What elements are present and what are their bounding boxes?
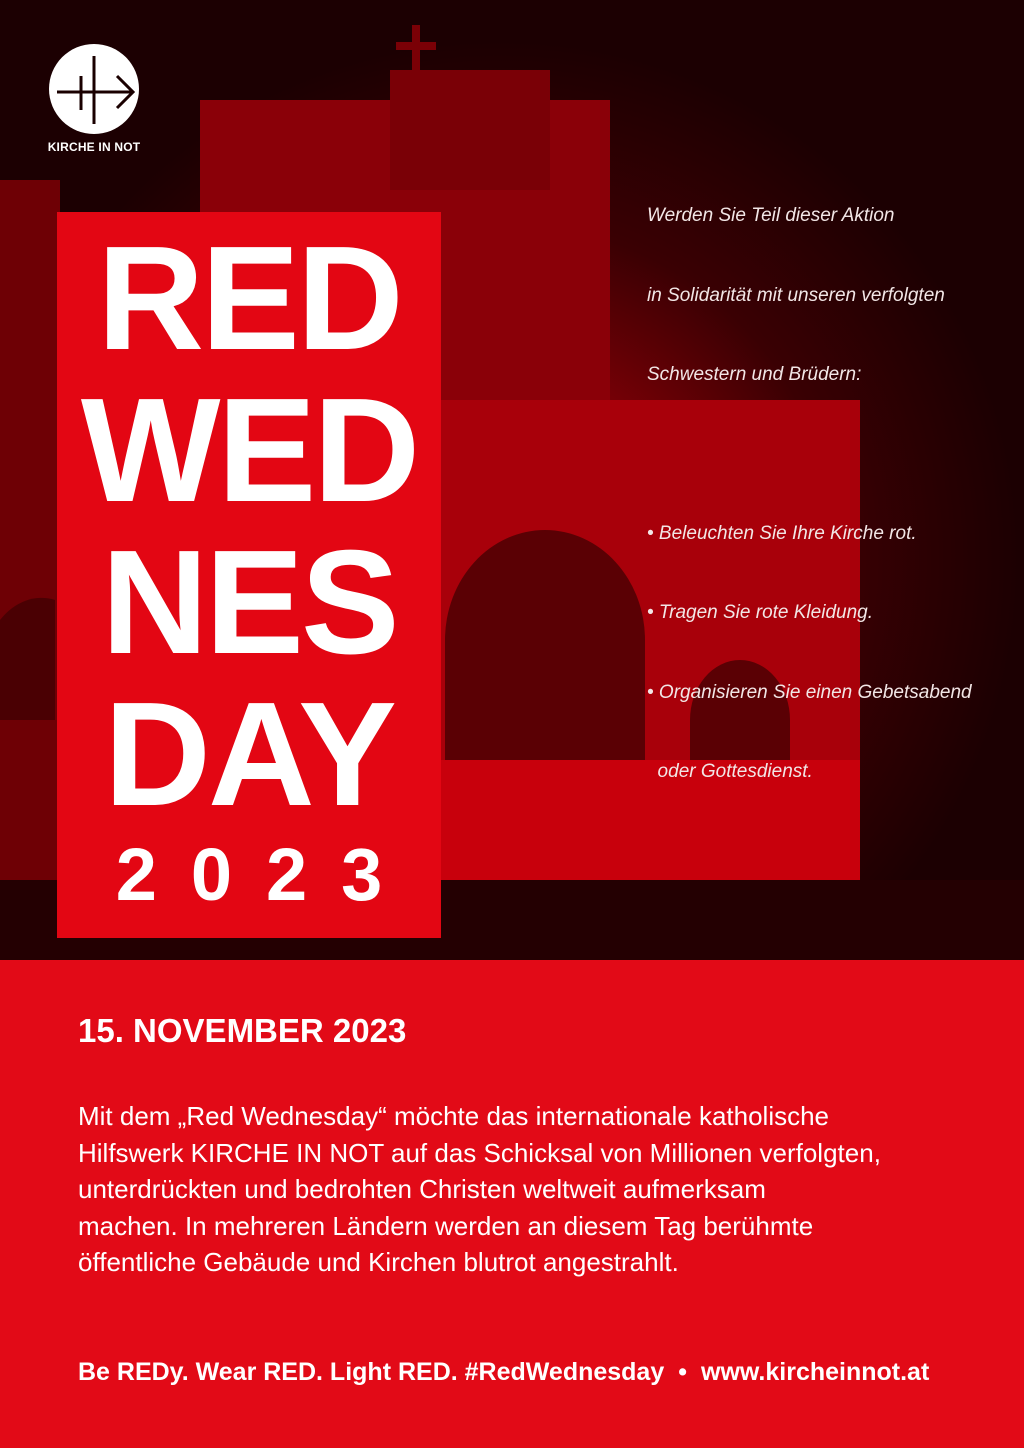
footer xyxy=(78,1358,929,1387)
action-item: oder Gottesdienst. xyxy=(647,761,813,782)
action-item: • Organisieren Sie einen Gebetsabend xyxy=(647,681,972,703)
description-line: Mit dem „Red Wednesday“ möchte das internationale katholische xyxy=(78,1101,830,1131)
info-section xyxy=(0,960,1024,1448)
website-link[interactable]: www.kircheinnot.at xyxy=(701,1358,930,1386)
title-line: RED xyxy=(97,216,401,381)
description-line: Hilfswerk KIRCHE IN NOT auf das Schicksal von Millionen verfolgten, xyxy=(78,1137,881,1168)
title-box xyxy=(57,212,441,938)
intro-line: Schwestern und Brüdern: xyxy=(647,364,862,385)
action-item: • Tragen Sie rote Kleidung. xyxy=(647,602,873,623)
action-list xyxy=(647,468,972,839)
action-item: • Beleuchten Sie Ihre Kirche rot. xyxy=(647,522,917,544)
intro-line: Werden Sie Teil dieser Aktion xyxy=(647,205,895,226)
cross-arrow-icon xyxy=(49,44,139,134)
description xyxy=(78,1098,978,1281)
event-date: 15. NOVEMBER 2023 xyxy=(78,1012,407,1049)
kirche-in-not-logo xyxy=(47,44,141,154)
description-line: machen. In mehreren Ländern werden an diesem Tag berühmte xyxy=(78,1210,814,1241)
title-line: NES xyxy=(101,520,397,685)
call-to-action xyxy=(647,150,972,865)
separator: • xyxy=(678,1358,688,1386)
title-line: DAY xyxy=(104,672,394,837)
description-line: unterdrückten und bedrohten Christen weltweit aufmerksam xyxy=(78,1174,766,1204)
description-line: öffentliche Gebäude und Kirchen blutrot angestrahlt. xyxy=(78,1247,679,1277)
logo-text: KIRCHE IN NOT xyxy=(47,140,141,154)
title-year: 2023 xyxy=(115,833,417,916)
slogan: Be REDy. Wear RED. Light RED. #RedWednesday xyxy=(78,1358,665,1386)
intro-line: in Solidarität mit unseren verfolgten xyxy=(647,284,945,306)
title-line: WED xyxy=(80,368,418,533)
